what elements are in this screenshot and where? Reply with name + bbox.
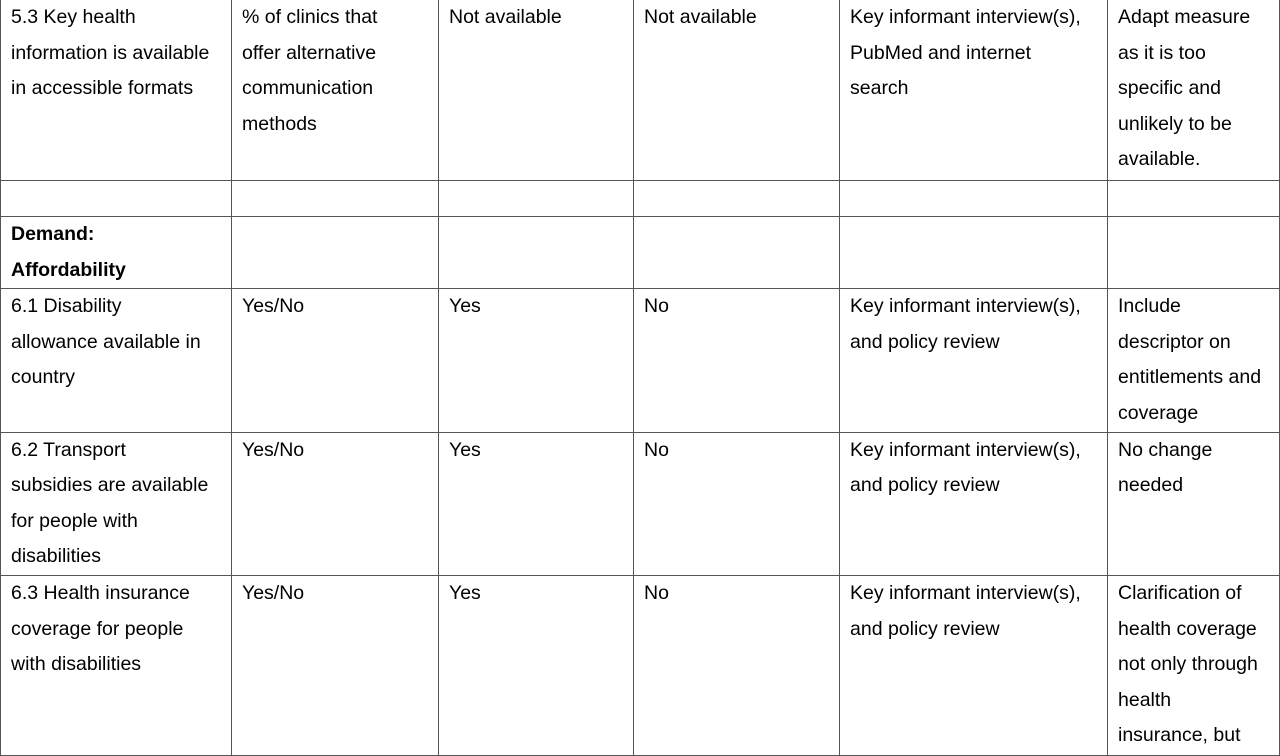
status-cell [439, 575, 634, 755]
recommendation-cell [1108, 289, 1280, 432]
status-cell [634, 0, 840, 181]
measure-text: offer alternative [242, 41, 377, 64]
status-cell [439, 0, 634, 181]
table-row [1, 181, 1280, 217]
recommendation-cell [1108, 217, 1280, 289]
recommendation-cell [1108, 575, 1280, 755]
measure-cell [232, 575, 439, 755]
recommendation-text: needed [1118, 474, 1184, 497]
recommendation-text: entitlements and [1118, 366, 1262, 389]
table-row [1, 289, 1280, 432]
status-cell [634, 575, 840, 755]
status-cell [634, 217, 840, 289]
status-text: Yes [449, 581, 481, 604]
indicator-text: 6.2 Transport [11, 438, 126, 461]
section-heading: Demand: [11, 223, 95, 245]
status-text: Not available [449, 6, 562, 28]
recommendation-text: available. [1118, 148, 1201, 171]
measure-cell [232, 181, 439, 217]
status-text: Yes [449, 295, 481, 318]
indicator-cell [1, 432, 232, 575]
measure-cell [232, 0, 439, 181]
status-text: Yes [449, 438, 481, 461]
recommendation-cell [1108, 181, 1280, 217]
status-cell [634, 181, 840, 217]
measure-text: % of clinics that [242, 6, 378, 28]
indicator-text: allowance available in [11, 330, 201, 353]
source-cell [840, 0, 1108, 181]
measure-text: communication [242, 77, 374, 100]
indicator-text: coverage for people [11, 617, 184, 640]
recommendation-text: not only through [1118, 653, 1258, 676]
status-text: No [644, 581, 669, 604]
indicator-text: with disabilities [11, 653, 142, 676]
recommendation-text: health [1118, 688, 1172, 711]
source-cell [840, 575, 1108, 755]
section-heading-cell [1, 217, 232, 289]
status-cell [439, 181, 634, 217]
measure-cell [232, 217, 439, 289]
indicator-cell [1, 575, 232, 755]
source-text: Key informant interview(s), [850, 438, 1081, 461]
source-cell [840, 217, 1108, 289]
recommendation-text: health coverage [1118, 617, 1257, 640]
table-row [1, 575, 1280, 755]
measure-text: Yes/No [242, 438, 305, 461]
source-text: and policy review [850, 617, 1000, 640]
source-text: PubMed and internet [850, 41, 1032, 64]
recommendation-text: unlikely to be [1118, 112, 1232, 135]
source-cell [840, 181, 1108, 217]
recommendation-text: coverage [1118, 401, 1199, 424]
measure-cell [232, 432, 439, 575]
source-text: and policy review [850, 474, 1000, 497]
source-text: Key informant interview(s), [850, 295, 1081, 318]
recommendation-text: insurance, but [1118, 724, 1241, 747]
indicator-text: disabilities [11, 545, 101, 568]
indicator-text: for people with [11, 509, 138, 532]
recommendation-text: descriptor on [1118, 330, 1231, 353]
source-text: and policy review [850, 330, 1000, 353]
indicator-text: 6.3 Health insurance [11, 581, 190, 604]
status-cell [439, 432, 634, 575]
measure-cell [232, 289, 439, 432]
source-cell [840, 289, 1108, 432]
recommendation-text: specific and [1118, 77, 1221, 100]
section-heading: Affordability [11, 258, 126, 281]
indicator-cell [1, 289, 232, 432]
indicator-text: information is available [11, 41, 210, 64]
source-text: Key informant interview(s), [850, 581, 1081, 604]
indicator-cell [1, 181, 232, 217]
status-cell [634, 432, 840, 575]
recommendation-text: No change [1118, 438, 1213, 461]
recommendation-text: Clarification of [1118, 581, 1242, 604]
status-text: Not available [644, 6, 757, 28]
source-cell [840, 432, 1108, 575]
recommendation-text: Adapt measure [1118, 6, 1251, 28]
recommendation-cell [1108, 432, 1280, 575]
status-text: No [644, 295, 669, 318]
recommendation-text: Include [1118, 295, 1181, 318]
status-cell [439, 217, 634, 289]
section-header-row [1, 217, 1280, 289]
source-text: search [850, 77, 909, 100]
measure-text: Yes/No [242, 581, 305, 604]
indicator-text: 5.3 Key health [11, 6, 136, 28]
status-cell [634, 289, 840, 432]
source-text: Key informant interview(s), [850, 6, 1081, 28]
indicator-text: 6.1 Disability [11, 295, 122, 318]
status-cell [439, 289, 634, 432]
indicator-text: in accessible formats [11, 77, 194, 100]
table-row [1, 0, 1280, 181]
table-row [1, 432, 1280, 575]
recommendation-cell [1108, 0, 1280, 181]
measure-text: Yes/No [242, 295, 305, 318]
measure-text: methods [242, 112, 317, 135]
recommendation-text: as it is too [1118, 41, 1206, 64]
indicator-cell [1, 0, 232, 181]
status-text: No [644, 438, 669, 461]
indicator-text: country [11, 366, 75, 389]
indicator-text: subsidies are available [11, 474, 209, 497]
